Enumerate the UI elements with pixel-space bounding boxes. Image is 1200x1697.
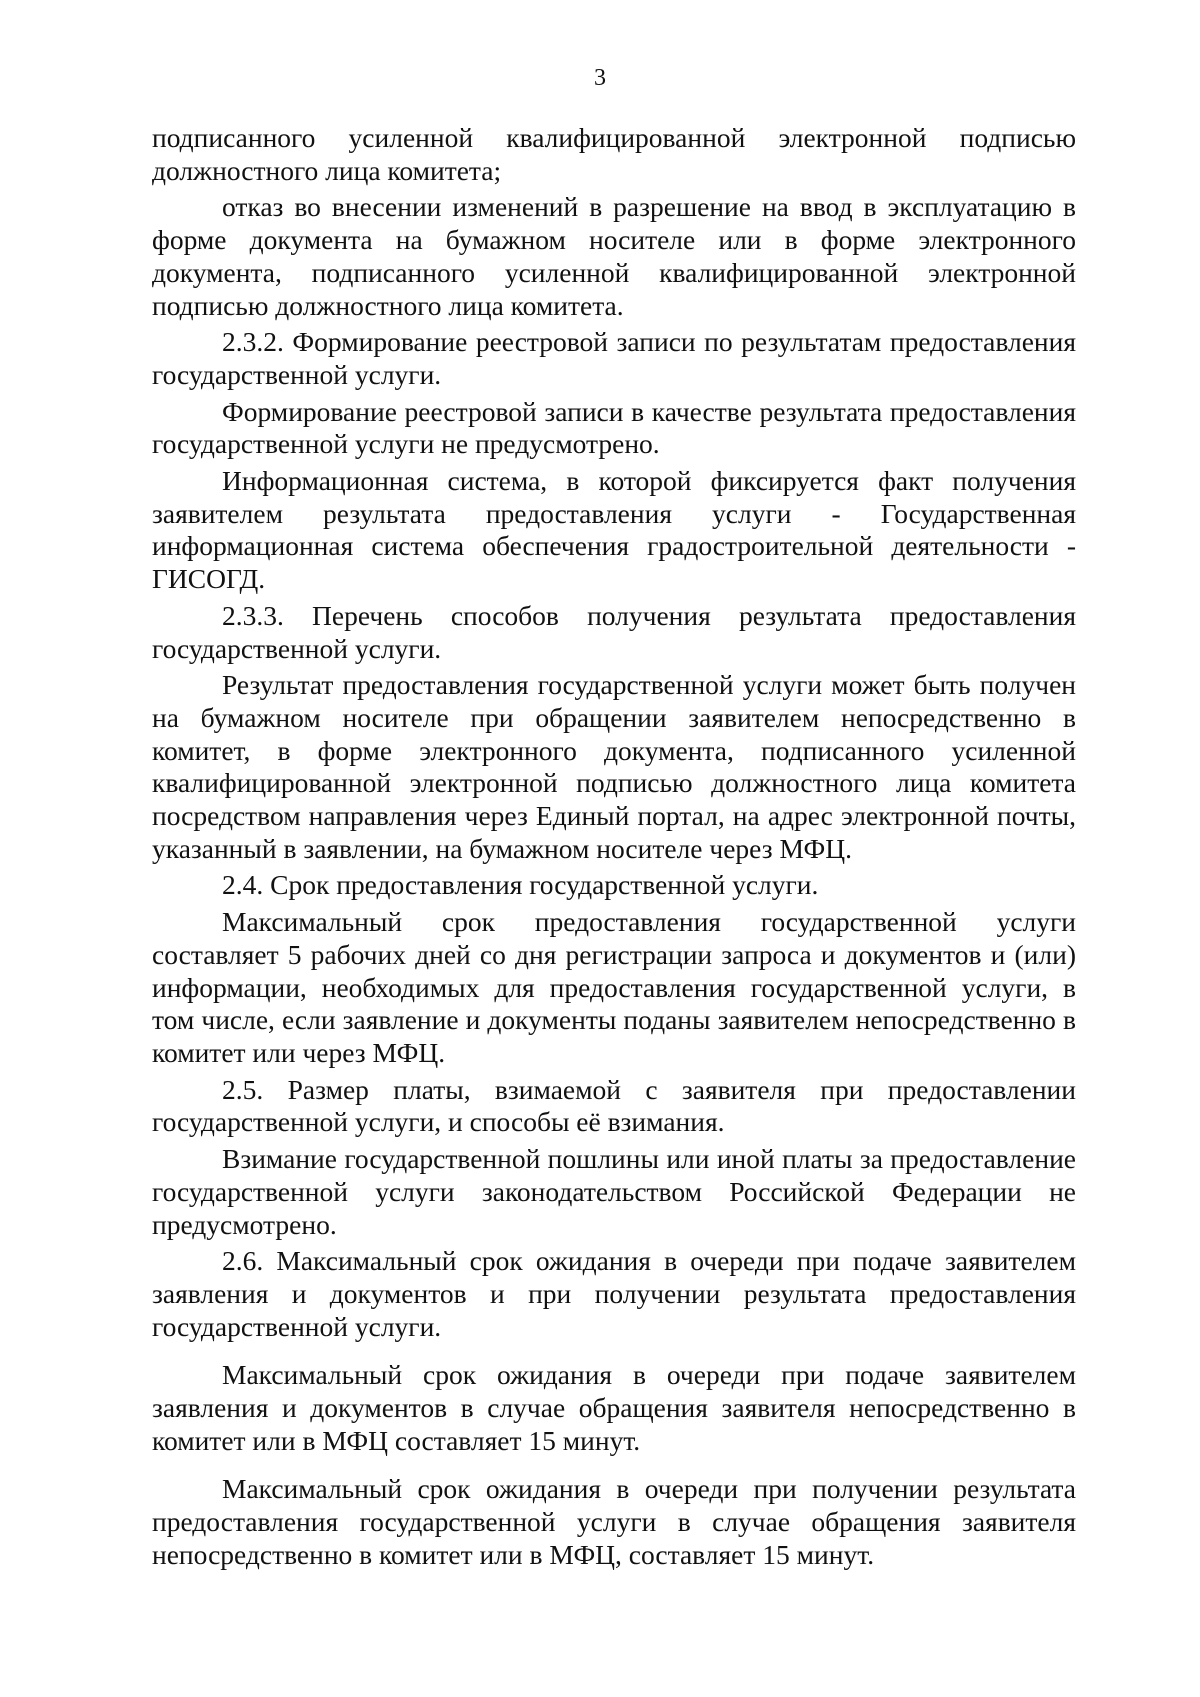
section-2-4-heading: 2.4. Срок предоставления государственной услуги. bbox=[222, 869, 819, 901]
paragraph-queue-result: Максимальный срок ожидания в очереди при получении результата предоставления государственной услуги в случае обращения заявителя непосредственно в комитет или в МФЦ, составляет 15 минут. bbox=[152, 1473, 1076, 1570]
section-2-6-heading: 2.6. Максимальный срок ожидания в очереди при подаче заявителем заявления и документов и при получении результата предоставления государственной услуги. bbox=[152, 1245, 1076, 1342]
page-number: 3 bbox=[594, 65, 606, 91]
paragraph-information-system: Информационная система, в которой фиксируется факт получения заявителем результата предоставления услуги - Государственная информационная система обеспечения градостроительной деятельности - ГИСОГД. bbox=[152, 465, 1076, 595]
paragraph-max-term: Максимальный срок предоставления государственной услуги составляет 5 рабочих дней со дня регистрации запроса и документов и (или) информации, необходимых для предоставления государственной услуги, в том числе, если заявление и документы поданы заявителем непосредственно в комитет или через МФЦ. bbox=[152, 906, 1076, 1068]
paragraph-queue-submission: Максимальный срок ожидания в очереди при подаче заявителем заявления и документов в случае обращения заявителя непосредственно в комитет или в МФЦ составляет 15 минут. bbox=[152, 1359, 1076, 1456]
section-2-3-2-heading: 2.3.2. Формирование реестровой записи по результатам предоставления государственной услуги. bbox=[152, 326, 1076, 390]
paragraph-continuation: подписанного усиленной квалифицированной электронной подписью должностного лица комитета; bbox=[152, 122, 1076, 186]
paragraph-fee: Взимание государственной пошлины или иной платы за предоставление государственной услуги законодательством Российской Федерации не предусмотрено. bbox=[152, 1143, 1076, 1240]
paragraph-registry-record: Формирование реестровой записи в качестве результата предоставления государственной услуги не предусмотрено. bbox=[152, 395, 1076, 460]
section-2-3-3-heading: 2.3.3. Перечень способов получения результата предоставления государственной услуги. bbox=[152, 599, 1076, 664]
paragraph-refusal: отказ во внесении изменений в разрешение на ввод в эксплуатацию в форме документа на бумажном носителе или в форме электронного документа, подписанного усиленной квалифицированной электронной подписью должностного лица комитета. bbox=[152, 191, 1076, 321]
document-body bbox=[152, 122, 1076, 1572]
section-2-5-heading: 2.5. Размер платы, взимаемой с заявителя при предоставлении государственной услуги, и способы её взимания. bbox=[152, 1073, 1076, 1138]
paragraph-result-methods: Результат предоставления государственной услуги может быть получен на бумажном носителе при обращении заявителем непосредственно в комитет, в форме электронного документа, подписанного усиленной квалифицированной электронной подписью должностного лица комитета посредством направления через Единый портал, на адрес электронной почты, указанный в заявлении, на бумажном носителе через МФЦ. bbox=[152, 669, 1076, 864]
